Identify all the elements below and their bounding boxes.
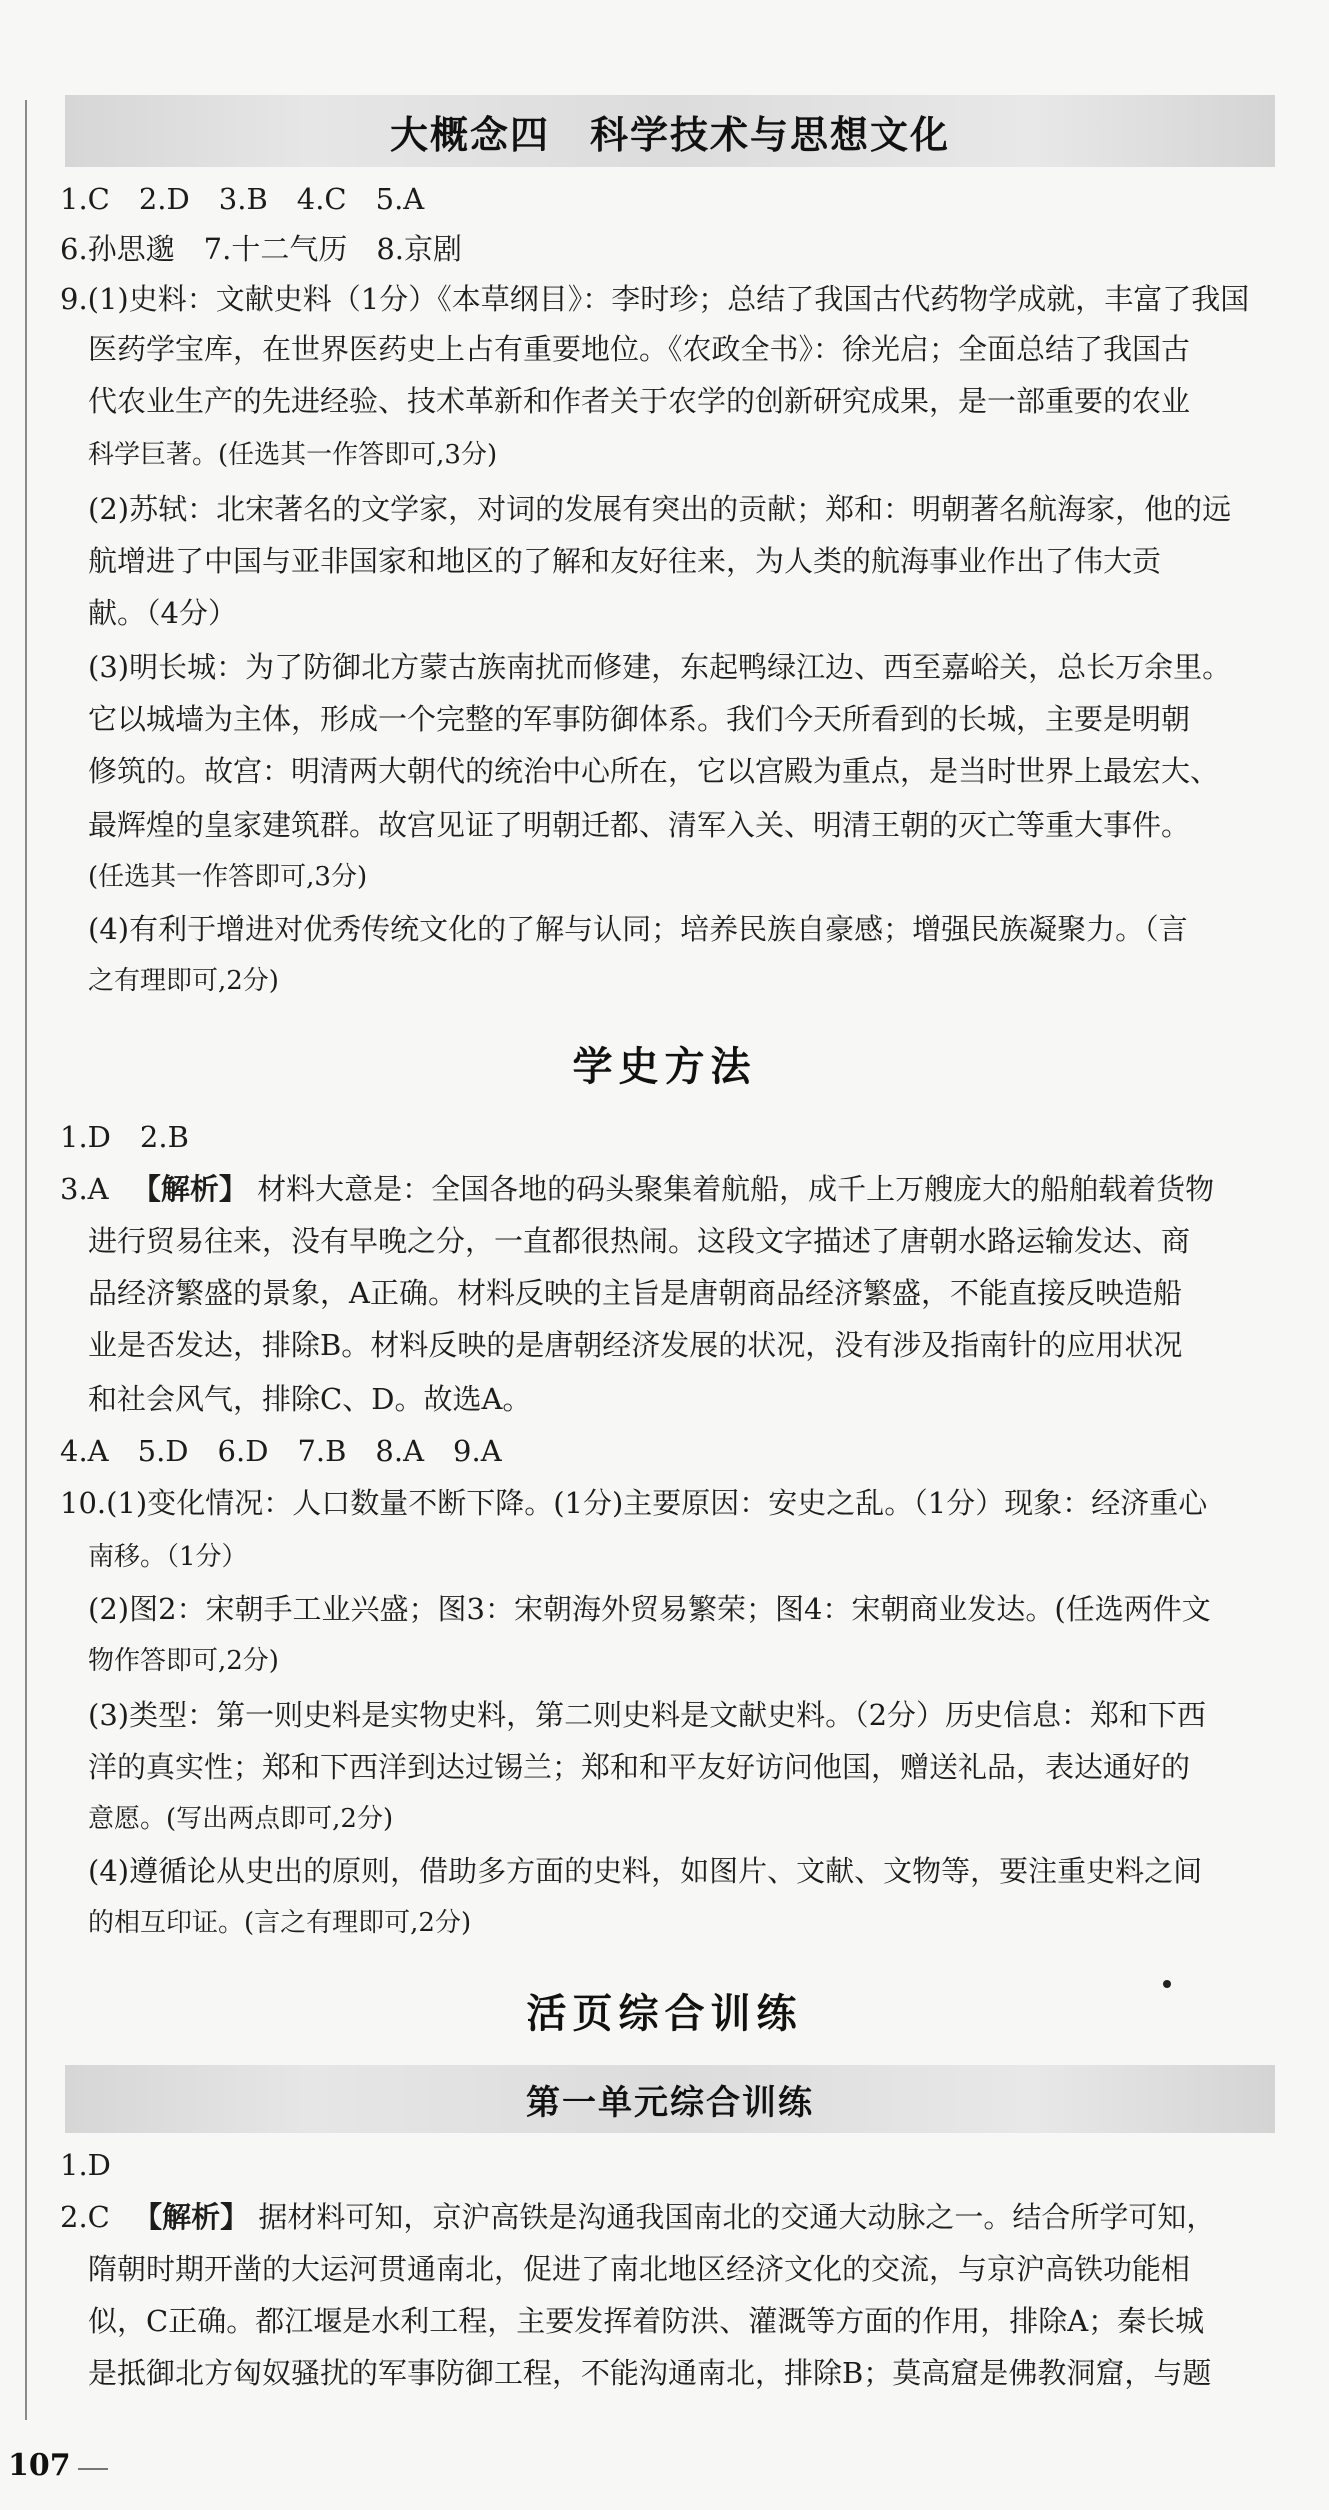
section-title-unit-one: 第一单元综合训练 [526,2082,814,2123]
answer-line [60,2198,1215,2236]
answer-line: 9.(1)史料：文献史料（1分）《本草纲目》：李时珍；总结了我国古代药物学成就，丰富了我国 [60,282,1250,316]
page-number-dash [78,2468,108,2470]
answer-line: (2)图2：宋朝手工业兴盛；图3：宋朝海外贸易繁荣；图4：宋朝商业发达。(任选两件文 [88,1592,1211,1626]
answer-line: (3)类型：第一则史料是实物史料，第二则史料是文献史料。（2分）历史信息：郑和下西 [88,1698,1207,1732]
answer-line: 南移。（1分） [88,1542,248,1572]
answer-line: 6.孙思邈 7.十二气历 8.京剧 [60,232,463,266]
section-banner-concept-four [65,95,1275,167]
question-number: 2.C [60,2200,110,2234]
answer-line: (任选其一作答即可,3分) [88,862,368,892]
answer-line: 的相互印证。(言之有理即可,2分) [88,1908,472,1938]
answer-line: (3)明长城：为了防御北方蒙古族南扰而修建，东起鸭绿江边、西至嘉峪关，总长万余里。 [88,650,1232,684]
answer-line: 1.C 2.D 3.B 4.C 5.A [60,182,425,216]
answer-line: 医药学宝库，在世界医药史上占有重要地位。《农政全书》：徐光启；全面总结了我国古 [88,332,1191,366]
answer-line: 物作答即可,2分) [88,1646,279,1676]
answer-line: 4.A 5.D 6.D 7.B 8.A 9.A [60,1434,502,1468]
answer-line [60,1170,1214,1208]
page-number: 107 [8,2448,71,2483]
answer-line: 进行贸易往来，没有早晚之分，一直都很热闹。这段文字描述了唐朝水路运输发达、商 [88,1224,1191,1258]
answer-line: 业是否发达，排除B。材料反映的是唐朝经济发展的状况，没有涉及指南针的应用状况 [88,1328,1183,1362]
answer-line: 它以城墙为主体，形成一个完整的军事防御体系。我们今天所看到的长城，主要是明朝 [88,702,1191,736]
answer-line: 航增进了中国与亚非国家和地区的了解和友好往来，为人类的航海事业作出了伟大贡 [88,544,1162,578]
stray-dot [1163,1980,1171,1988]
analysis-text: 据材料可知，京沪高铁是沟通我国南北的交通大动脉之一。结合所学可知， [258,2200,1216,2234]
answer-line: 代农业生产的先进经验、技术革新和作者关于农学的创新研究成果，是一部重要的农业 [88,384,1191,418]
answer-line: 意愿。(写出两点即可,2分) [88,1804,394,1834]
answer-line: 之有理即可,2分) [88,966,279,996]
section-title-history-methods: 学史方法 [572,1043,757,1090]
answer-line: (4)有利于增进对优秀传统文化的了解与认同；培养民族自豪感；增强民族凝聚力。（言 [88,912,1188,946]
analysis-tag: 【解析】 [133,2200,250,2234]
answer-line: (2)苏轼：北宋著名的文学家，对词的发展有突出的贡献；郑和：明朝著名航海家，他的远 [88,492,1232,526]
answer-line: 似，C正确。都江堰是水利工程，主要发挥着防洪、灌溉等方面的作用，排除A；秦长城 [88,2304,1205,2338]
answer-line: 1.D 2.B [60,1120,189,1154]
answer-line: 品经济繁盛的景象，A正确。材料反映的主旨是唐朝商品经济繁盛，不能直接反映造船 [88,1276,1182,1310]
answer-line: 科学巨著。(任选其一作答即可,3分) [88,440,498,470]
answer-line: 献。（4分） [88,596,237,630]
analysis-tag: 【解析】 [131,1172,248,1206]
answer-line: 1.D [60,2148,111,2182]
answer-line: 和社会风气，排除C、D。故选A。 [88,1382,532,1416]
analysis-text: 材料大意是：全国各地的码头聚集着航船，成千上万艘庞大的船舶载着货物 [257,1172,1215,1206]
answer-line: 修筑的。故宫：明清两大朝代的统治中心所在，它以宫殿为重点，是当时世界上最宏大、 [88,754,1220,788]
answer-line: 隋朝时期开凿的大运河贯通南北，促进了南北地区经济文化的交流，与京沪高铁功能相 [88,2252,1191,2286]
answer-line: 是抵御北方匈奴骚扰的军事防御工程，不能沟通南北，排除B；莫高窟是佛教洞窟，与题 [88,2356,1212,2390]
answer-line: 最辉煌的皇家建筑群。故宫见证了明朝迁都、清军入关、明清王朝的灭亡等重大事件。 [88,808,1191,842]
answer-line: 10.(1)变化情况：人口数量不断下降。(1分)主要原因：安史之乱。（1分）现象：经济重心 [60,1486,1208,1520]
left-margin-rule [25,100,27,2420]
section-banner-unit-one [65,2065,1275,2133]
section-title-loose-leaf-training: 活页综合训练 [526,1990,803,2037]
answer-line: (4)遵循论从史出的原则，借助多方面的史料，如图片、文献、文物等，要注重史料之间 [88,1854,1203,1888]
section-title-concept-four: 大概念四 科学技术与思想文化 [389,112,950,157]
question-number: 3.A [60,1172,109,1206]
answer-line: 洋的真实性；郑和下西洋到达过锡兰；郑和和平友好访问他国，赠送礼品，表达通好的 [88,1750,1191,1784]
